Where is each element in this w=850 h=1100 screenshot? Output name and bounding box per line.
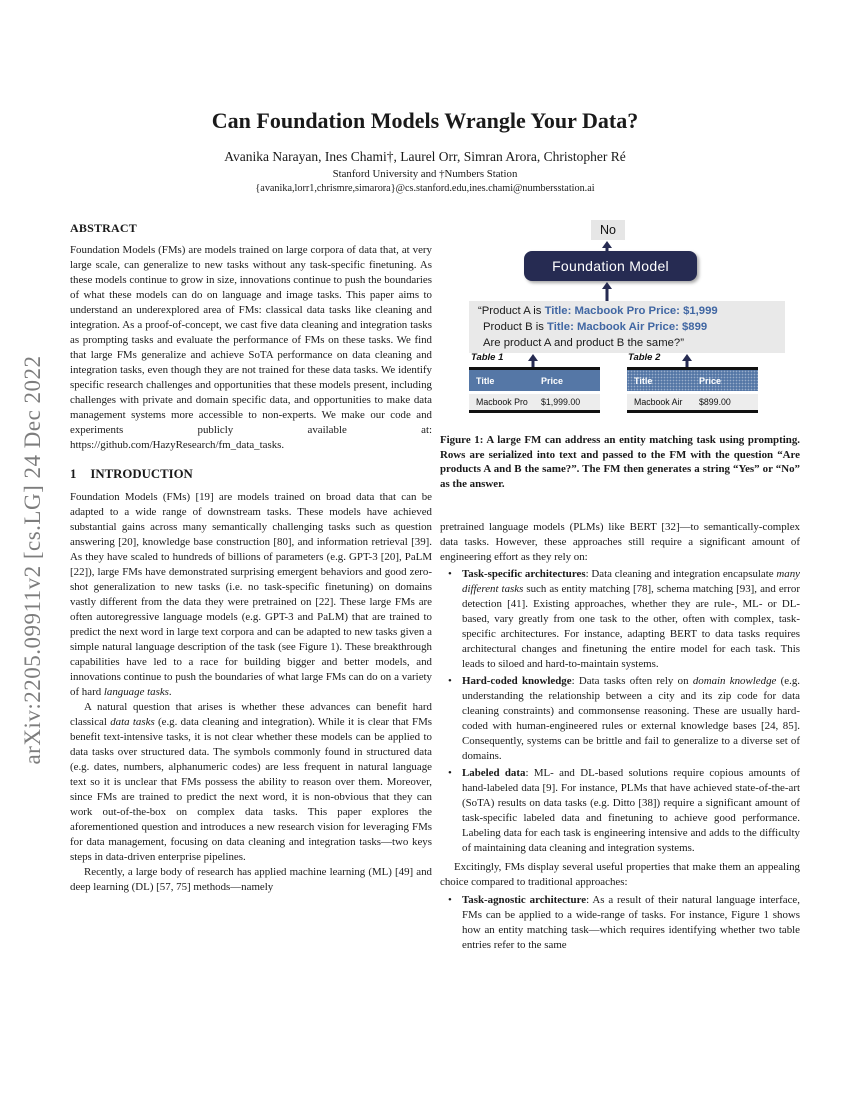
authors-line: Avanika Narayan, Ines Chami†, Laurel Orr, Simran Arora, Christopher Ré xyxy=(224,149,626,164)
properties-bullet-list xyxy=(440,893,800,953)
table2-header-row xyxy=(627,370,758,391)
intro-paragraph-2: A natural question that arises is whether these advances can benefit hard classical data tasks (e.g. data cleaning and integration). While it is clear that FMs benefit text-intensive tasks, it is not clear whether these models can be applied to data tasks over structured data. The symbols commonly found in structured data (e.g. dates, numbers, alphanumeric codes) are less frequent in natural language text so it is unclear that FMs possess the ability to reason over them. Moreover, since FMs are trained to predict the next word, it is non-obvious that they can work out-of-the-box on complex data tasks. This paper explores the aforementioned question and introduces a new research vision for leveraging FMs for data management, focusing on data cleaning and integration tasks—two keys steps in data-driven enterprise pipelines. xyxy=(70,701,432,863)
rc-paragraph-top: pretrained language models (PLMs) like BERT [32]—to semantically-complex data tasks. However, these approaches still require a significant amount of engineering effort as they rely on: xyxy=(440,521,800,564)
prompt-box xyxy=(469,301,785,353)
fm-output-label: No xyxy=(591,220,625,240)
right-column xyxy=(440,218,800,953)
table1-cell-title: Macbook Pro xyxy=(476,397,528,407)
up-arrow-icon-prompt-to-fm xyxy=(602,282,612,301)
table2-label: Table 2 xyxy=(628,352,661,363)
table1-header-title: Title xyxy=(476,375,495,386)
emails-line: {avanika,lorr1,chrismre,simarora}@cs.stanford.edu,ines.chami@numbersstation.ai xyxy=(255,183,595,194)
table2-header-price: Price xyxy=(699,375,722,386)
intro-paragraph-1: Foundation Models (FMs) [19] are models trained on broad data that can be adapted to a wide range of downstream tasks. These models have achieved substantial gains across many semantically challenging tasks such as question answering [20], knowledge base construction [80], and information retrieval [39]. As they have scaled to hundreds of billions of parameters (e.g. GPT-3 [20], PaLM [22]), large FMs have demonstrated surprising emergent behaviors and good zero-shot generalization to new tasks (i.e. no task-specific finetuning) on domains vastly different from the data they were pretrained on [22]. These large FMs are often autoregressive language models (e.g. GPT-3 and PaLM) that are trained to predict the next word in large text corpora and can be adapted to new tasks given a simple natural language description of the task (see Figure 1). These breakthrough capabilities have led to a race for building bigger and better models, and innovations continue to push the boundaries of what large FMs can do on a variety of hard language tasks. xyxy=(70,491,432,698)
abstract-text-main: Foundation Models (FMs) are models trained on large corpora of data that, at very large scale, can generalize to new tasks without any task-specific finetuning. As these models continue to grow in size, innovations continue to push the boundaries of what these models can do on language and image tasks. This paper aims to understand an underexplored area of FMs: classical data tasks like cleaning and integration. As a proof-of-concept, we cast five data cleaning and integration tasks as prompting tasks and evaluate the performance of FMs on these tasks. We find that large FMs generalize and achieve SoTA performance on data cleaning and integration tasks, even though they are not trained for these data tasks. We identify specific research challenges and opportunities that these models present, including challenges with private and domain specific data, and opportunities to make data management systems more accessible to non-experts. We make our code and experiments publicly available at: xyxy=(70,244,432,436)
bullet-icon: • xyxy=(448,675,452,688)
list-item xyxy=(440,893,800,953)
paper-title: Can Foundation Models Wrangle Your Data? xyxy=(211,108,639,133)
figure1-table2 xyxy=(627,367,758,413)
abstract-heading: ABSTRACT xyxy=(70,221,137,235)
left-column xyxy=(70,221,432,895)
table1-header-price: Price xyxy=(541,375,564,386)
prompt-line: Product B is Title: Macbook Air Price: $899 xyxy=(483,321,708,333)
bullet-icon: • xyxy=(448,767,452,780)
table-row xyxy=(627,394,758,410)
list-item-text: Task-agnostic architecture: As a result of their natural language interface, FMs can be applied to a wide-range of tasks. For instance, Figure 1 shows how an entity matching task—which requires identifying whether two table entries refer to the same xyxy=(462,894,800,952)
table1-cell-price: $1,999.00 xyxy=(541,397,581,407)
table1-label: Table 1 xyxy=(471,352,504,363)
list-item xyxy=(440,567,800,672)
up-arrow-icon-fm-to-output xyxy=(602,241,612,251)
list-item-text: Hard-coded knowledge: Data tasks often rely on domain knowledge (e.g. understanding the relationship between a city and its zip code for data cleaning constraints) and commonsense reasoning. These are usually hard-coded with human-engineered rules or external knowledge bases [24, 85]. Consequently, systems can be brittle and fail to generalize to a diverse set of domains. xyxy=(462,675,800,763)
abstract-text xyxy=(70,243,432,453)
github-link[interactable]: https://github.com/HazyResearch/fm_data_tasks xyxy=(70,439,282,451)
figure1-diagram xyxy=(440,218,800,433)
arrow-stem xyxy=(606,287,609,301)
figure1-table1 xyxy=(469,367,600,413)
arxiv-watermark: arXiv:2205.09911v2 [cs.LG] 24 Dec 2022 xyxy=(20,355,45,765)
bullet-icon: • xyxy=(448,568,452,581)
introduction-heading xyxy=(70,467,432,482)
up-arrow-icon-table1-to-prompt xyxy=(528,354,538,368)
list-item-text: Task-specific architectures: Data cleaning and integration encapsulate many different tasks such as entity matching [78], schema matching [93], and error detection [41]. Existing approaches, whether they are rule-, ML- or DL-based, vary greatly from one task to the other, often with complex, task-specific architectures. For instance, adapting BERT to data tasks requires architectural changes and finetuning the entire model for each task. This leads to siloed and hard-to-maintain systems. xyxy=(462,568,800,671)
prompt-line: “Product A is Title: Macbook Pro Price: $1,999 xyxy=(478,305,718,317)
intro-paragraph-3: Recently, a large body of research has applied machine learning (ML) [49] and deep learning (DL) [57, 75] methods—namely xyxy=(70,866,432,893)
paper-header xyxy=(0,108,850,194)
foundation-model-box: Foundation Model xyxy=(524,251,697,281)
rc-paragraph-mid: Excitingly, FMs display several useful properties that make them an appealing choice compared to traditional approaches: xyxy=(440,861,800,889)
list-item xyxy=(440,674,800,764)
section-number: 1 xyxy=(70,467,77,481)
drawbacks-bullet-list xyxy=(440,567,800,856)
table2-cell-price: $899.00 xyxy=(699,397,731,407)
up-arrow-icon-table2-to-prompt xyxy=(682,354,692,368)
prompt-line: Are product A and product B the same?” xyxy=(483,337,684,349)
affiliation-line: Stanford University and †Numbers Station xyxy=(332,168,518,180)
right-column-body xyxy=(440,520,800,953)
abstract-text-end: . xyxy=(281,439,285,451)
bullet-icon: • xyxy=(448,894,452,907)
section-title: INTRODUCTION xyxy=(90,467,193,481)
table1-header-row xyxy=(469,370,600,391)
table2-header-title: Title xyxy=(634,375,653,386)
table2-cell-title: Macbook Air xyxy=(634,397,683,407)
list-item xyxy=(440,766,800,856)
table-row xyxy=(469,394,600,410)
figure1-caption: Figure 1: A large FM can address an entity matching task using prompting. Rows are serialized into text and passed to the FM with the question “Are products A and B the same?”. The FM then generates a string “Yes” or “No” as the answer. xyxy=(440,434,800,490)
list-item-text: Labeled data: ML- and DL-based solutions require copious amounts of hand-labeled data [9]. For instance, PLMs that have achieved state-of-the-art (SoTA) results on data tasks (e.g. Ditto [38]) require a significant amount of task-specific labeled data and finetuning to achieve good performance. Labeling data for each task is engineering intensive and adds to the difficulty of maintaining data cleaning and integration systems. xyxy=(462,767,800,855)
